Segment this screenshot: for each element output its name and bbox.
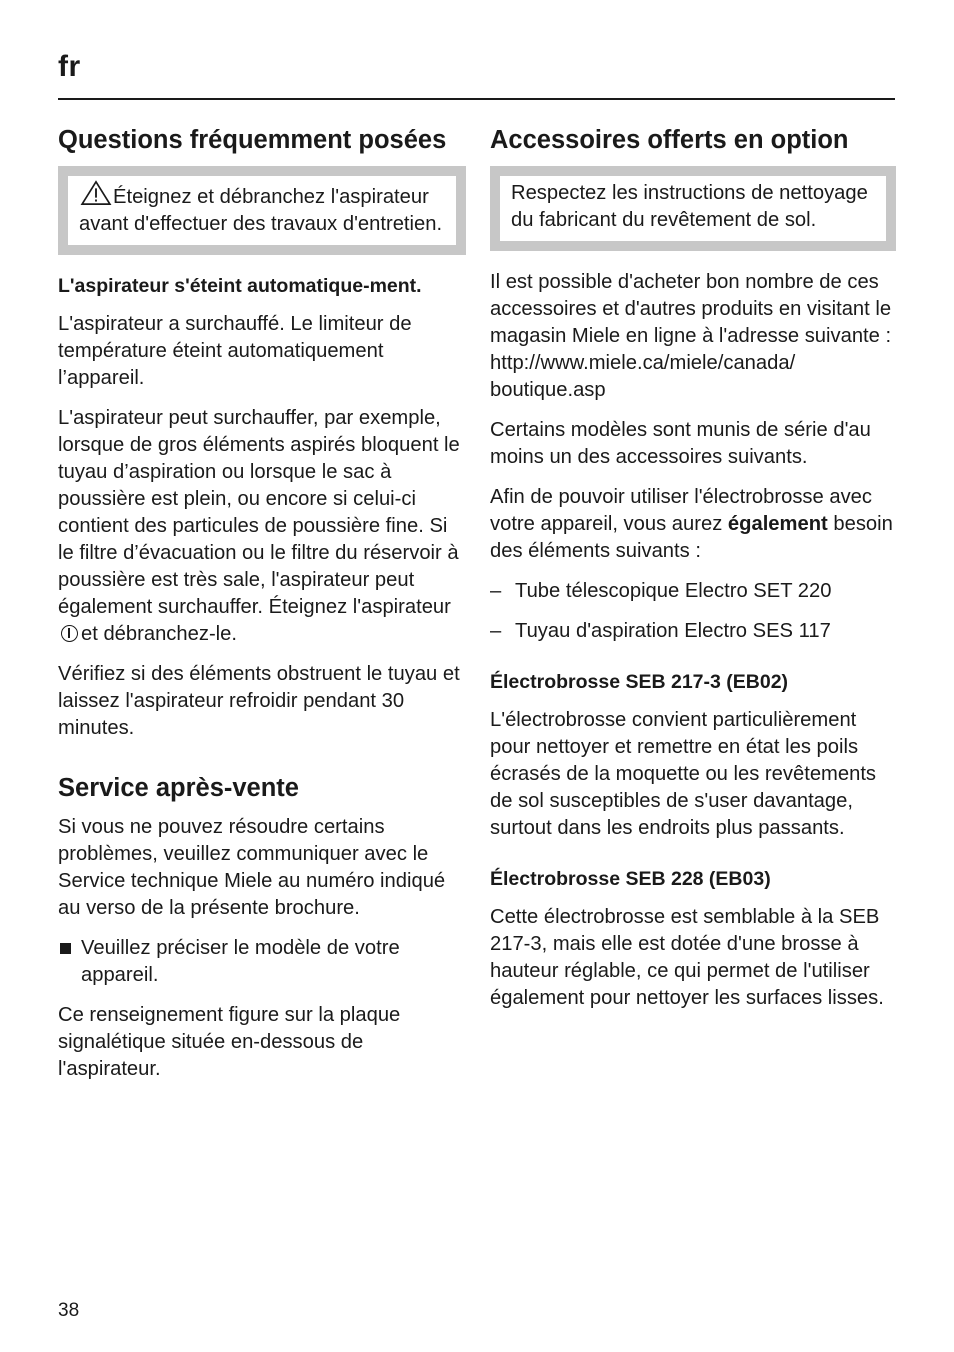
list-item-text: Tube télescopique Electro SET 220 <box>515 580 832 602</box>
standard-accessories-paragraph: Certains modèles sont munis de série d'au moins un des accessoires suivants. <box>490 419 871 468</box>
check-hose-paragraph: Vérifiez si des éléments obstruent le tuyau et laissez l'aspirateur refroidir pendant 30 minutes. <box>58 663 460 739</box>
dash-marker: – <box>490 620 502 642</box>
list-item <box>58 935 466 989</box>
list-item <box>490 578 896 605</box>
eb03-heading: Électrobrosse SEB 228 (EB03) <box>490 868 771 890</box>
accessories-heading: Accessoires offerts en option <box>490 126 849 154</box>
warning-box <box>58 166 466 255</box>
note-box <box>490 166 896 251</box>
warning-label: Éteignez et débranchez l'aspirateur avant d'effectuer des travaux d'entretien. <box>79 186 443 235</box>
requirements-text-a: Afin de pouvoir utiliser l'électrobrosse avec votre appareil, vous aurez <box>490 486 872 535</box>
header-rule <box>58 98 895 100</box>
overheat-causes-paragraph <box>58 405 466 648</box>
service-heading: Service après-vente <box>58 774 299 802</box>
language-tag: fr <box>58 50 81 83</box>
unplug-text: et débranchez-le. <box>81 623 237 645</box>
overheat-paragraph: L'aspirateur a surchauffé. Le limiteur de température éteint automatiquement l’appareil. <box>58 313 412 389</box>
auto-off-heading: L'aspirateur s'éteint automatique-ment. <box>58 275 422 297</box>
eb03-paragraph: Cette électrobrosse est semblable à la SEB 217-3, mais elle est dotée d'une brosse à hauteur réglable, ce qui permet de l'utiliser également pour nettoyer les surfaces lisses. <box>490 906 884 1009</box>
eb02-heading: Électrobrosse SEB 217-3 (EB02) <box>490 671 789 693</box>
bullet-text: Veuillez préciser le modèle de votre appareil. <box>81 937 400 986</box>
overheat-causes-text: L'aspirateur peut surchauffer, par exemple, lorsque de gros éléments aspirés bloquent le tuyau d’aspiration ou lorsque le sac à poussière est plein, ou encore si celui-ci contient des particules de poussière fine. Si le filtre d’évacuation ou le filtre du réservoir à poussière est très sale, l'aspirateur peut également surchauffer. Éteignez l'aspirateur <box>58 407 460 618</box>
bullet-square-icon <box>60 943 71 954</box>
dash-marker: – <box>490 580 502 602</box>
online-shop-paragraph: Il est possible d'acheter bon nombre de ces accessoires et d'autres produits en visitant le magasin Miele en ligne à l'adresse suivante : http://www.miele.ca/miele/canada/ boutique.asp <box>490 271 892 401</box>
note-text: Respectez les instructions de nettoyage du fabricant du revêtement de sol. <box>511 182 868 231</box>
warning-text <box>79 180 445 238</box>
nameplate-paragraph: Ce renseignement figure sur la plaque signalétique située en-dessous de l'aspirateur. <box>58 1004 401 1080</box>
faq-heading: Questions fréquemment posées <box>58 126 447 154</box>
right-column <box>490 124 896 1025</box>
eb02-paragraph: L'électrobrosse convient particulièrement pour nettoyer et remettre en état les poils écrasés de la moquette ou les revêtements de sol susceptibles de s'user davantage, surtout dans les endroits plus passants. <box>490 709 877 839</box>
left-column <box>58 124 466 1096</box>
power-icon <box>61 625 78 642</box>
list-item <box>490 618 896 645</box>
requirements-emphasis: également <box>727 513 828 535</box>
service-paragraph: Si vous ne pouvez résoudre certains problèmes, veuillez communiquer avec le Service technique Miele au numéro indiqué au verso de la présente brochure. <box>58 816 446 919</box>
page-number: 38 <box>58 1300 80 1321</box>
powerbrush-requirements-paragraph <box>490 484 896 565</box>
list-item-text: Tuyau d'aspiration Electro SES 117 <box>515 620 831 642</box>
requirements-text-b: besoin des éléments suivants : <box>490 513 893 562</box>
warning-icon <box>79 180 113 206</box>
